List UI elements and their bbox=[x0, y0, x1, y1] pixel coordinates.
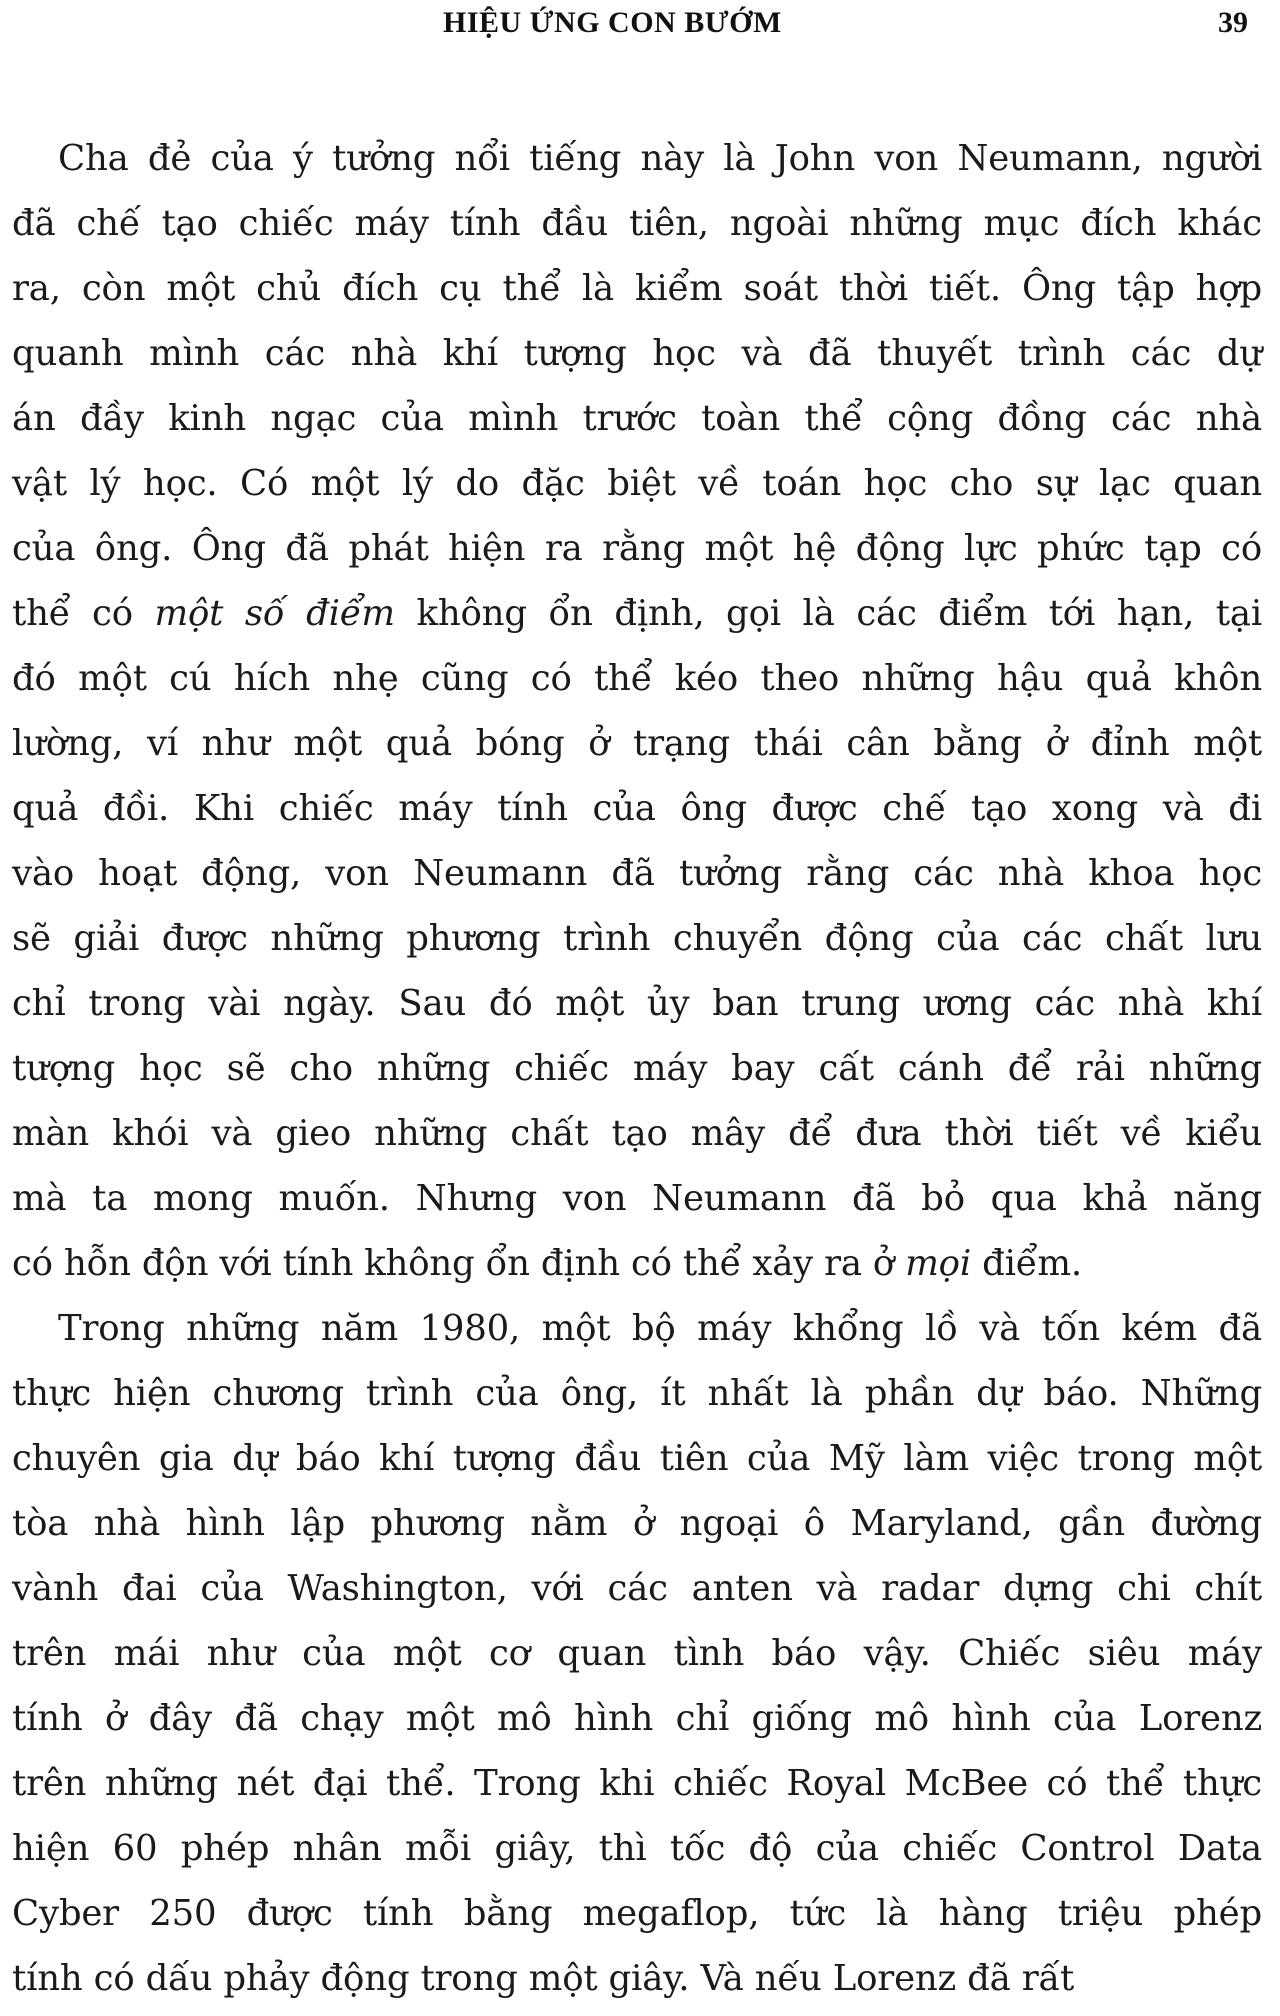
text-line bbox=[12, 841, 1262, 906]
text-run: tính có dấu phảy động trong một giây. Và nếu Lorenz đã rất bbox=[12, 1958, 1075, 1999]
running-title: HIỆU ỨNG CON BƯỚM bbox=[443, 6, 782, 39]
paragraph bbox=[12, 126, 1262, 1296]
body-text bbox=[12, 126, 1262, 2011]
text-run: chỉ trong vài ngày. Sau đó một ủy ban trung ương các nhà khí bbox=[12, 983, 1262, 1024]
running-head bbox=[0, 6, 1280, 46]
emphasized-text: mọi bbox=[905, 1243, 971, 1284]
text-run: Cha đẻ của ý tưởng nổi tiếng này là John von Neumann, người bbox=[58, 138, 1262, 179]
text-run: trên mái như của một cơ quan tình báo vậy. Chiếc siêu máy bbox=[12, 1633, 1262, 1674]
text-run: thể có bbox=[12, 593, 155, 634]
text-line bbox=[12, 256, 1262, 321]
text-line bbox=[12, 1686, 1262, 1751]
text-line bbox=[12, 1491, 1262, 1556]
text-run: Cyber 250 được tính bằng megaflop, tức là hàng triệu phép bbox=[12, 1893, 1262, 1934]
text-line bbox=[12, 1296, 1262, 1361]
text-run: của ông. Ông đã phát hiện ra rằng một hệ động lực phức tạp có bbox=[12, 528, 1262, 569]
text-line bbox=[12, 1361, 1262, 1426]
text-line bbox=[12, 646, 1262, 711]
text-line bbox=[12, 971, 1262, 1036]
text-run: hiện 60 phép nhân mỗi giây, thì tốc độ của chiếc Control Data bbox=[12, 1828, 1262, 1869]
text-line bbox=[12, 1231, 1262, 1296]
text-run: trên những nét đại thể. Trong khi chiếc Royal McBee có thể thực bbox=[12, 1763, 1262, 1804]
text-line bbox=[12, 126, 1262, 191]
text-run: sẽ giải được những phương trình chuyển động của các chất lưu bbox=[12, 918, 1262, 959]
text-run: lường, ví như một quả bóng ở trạng thái cân bằng ở đỉnh một bbox=[12, 723, 1262, 764]
text-line bbox=[12, 1881, 1262, 1946]
text-line bbox=[12, 1556, 1262, 1621]
text-run: chuyên gia dự báo khí tượng đầu tiên của Mỹ làm việc trong một bbox=[12, 1438, 1262, 1479]
text-line bbox=[12, 711, 1262, 776]
text-run: án đầy kinh ngạc của mình trước toàn thể cộng đồng các nhà bbox=[12, 398, 1262, 439]
text-run: vật lý học. Có một lý do đặc biệt về toán học cho sự lạc quan bbox=[12, 463, 1262, 504]
text-run: điểm. bbox=[970, 1243, 1082, 1284]
text-run: Trong những năm 1980, một bộ máy khổng lồ và tốn kém đã bbox=[58, 1308, 1262, 1349]
text-line bbox=[12, 1751, 1262, 1816]
text-run: quả đồi. Khi chiếc máy tính của ông được chế tạo xong và đi bbox=[12, 788, 1262, 829]
text-line bbox=[12, 1946, 1262, 2011]
text-run: tính ở đây đã chạy một mô hình chỉ giống mô hình của Lorenz bbox=[12, 1698, 1262, 1739]
text-line bbox=[12, 451, 1262, 516]
text-run: ra, còn một chủ đích cụ thể là kiểm soát thời tiết. Ông tập hợp bbox=[12, 268, 1262, 309]
text-line bbox=[12, 581, 1262, 646]
text-run: thực hiện chương trình của ông, ít nhất là phần dự báo. Những bbox=[12, 1373, 1262, 1414]
text-run: mà ta mong muốn. Nhưng von Neumann đã bỏ qua khả năng bbox=[12, 1178, 1262, 1219]
page-number: 39 bbox=[1218, 6, 1248, 39]
text-line bbox=[12, 386, 1262, 451]
text-line bbox=[12, 776, 1262, 841]
text-line bbox=[12, 191, 1262, 256]
text-run: không ổn định, gọi là các điểm tới hạn, tại bbox=[394, 593, 1262, 634]
text-run: có hỗn độn với tính không ổn định có thể xảy ra ở bbox=[12, 1243, 906, 1284]
text-line bbox=[12, 1101, 1262, 1166]
text-run: tòa nhà hình lập phương nằm ở ngoại ô Maryland, gần đường bbox=[12, 1503, 1262, 1544]
paragraph bbox=[12, 1296, 1262, 2011]
text-run: quanh mình các nhà khí tượng học và đã thuyết trình các dự bbox=[12, 333, 1262, 374]
text-run: vành đai của Washington, với các anten và radar dựng chi chít bbox=[12, 1568, 1262, 1609]
emphasized-text: một số điểm bbox=[154, 593, 395, 634]
text-line bbox=[12, 1426, 1262, 1491]
text-line bbox=[12, 906, 1262, 971]
text-run: đã chế tạo chiếc máy tính đầu tiên, ngoài những mục đích khác bbox=[12, 203, 1262, 244]
text-run: đó một cú hích nhẹ cũng có thể kéo theo những hậu quả khôn bbox=[12, 658, 1262, 699]
text-line bbox=[12, 1621, 1262, 1686]
text-line bbox=[12, 1816, 1262, 1881]
text-line bbox=[12, 321, 1262, 386]
text-line bbox=[12, 1166, 1262, 1231]
text-line bbox=[12, 516, 1262, 581]
text-run: vào hoạt động, von Neumann đã tưởng rằng các nhà khoa học bbox=[12, 853, 1262, 894]
text-run: tượng học sẽ cho những chiếc máy bay cất cánh để rải những bbox=[12, 1048, 1262, 1089]
text-run: màn khói và gieo những chất tạo mây để đưa thời tiết về kiểu bbox=[12, 1113, 1262, 1154]
text-line bbox=[12, 1036, 1262, 1101]
